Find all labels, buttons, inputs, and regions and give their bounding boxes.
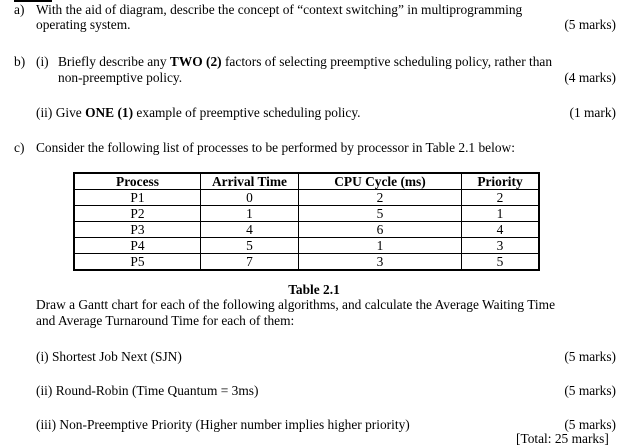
question-b-part2: (ii) Give ONE (1) example of preemptive scheduling policy.	[36, 105, 361, 120]
question-b-label: b)	[14, 54, 26, 69]
question-b-part1-line2: non-preemptive policy.	[58, 70, 183, 85]
table-row	[74, 238, 539, 254]
table-cell: 6	[299, 222, 462, 238]
question-c-item-sjn-marks: (5 marks)	[564, 349, 616, 364]
table-header-cell: CPU Cycle (ms)	[299, 173, 462, 190]
table-row	[74, 222, 539, 238]
question-c-instruction-line1: Draw a Gantt chart for each of the following algorithms, and calculate the Average Waiting Time	[36, 297, 556, 312]
table-cell: P2	[74, 206, 201, 222]
question-c-instruction-line2: and Average Turnaround Time for each of them:	[36, 313, 295, 328]
process-table	[73, 172, 540, 271]
question-c-intro: Consider the following list of processes to be performed by processor in Table 2.1 below:	[36, 140, 515, 155]
table-caption: Table 2.1	[288, 282, 340, 297]
table-cell: P4	[74, 238, 201, 254]
table-header-row	[74, 173, 539, 190]
question-b-part2-marks: (1 mark)	[569, 105, 616, 120]
question-a-marks: (5 marks)	[564, 17, 616, 32]
table-cell: 5	[462, 254, 540, 271]
question-c-item-rr: (ii) Round-Robin (Time Quantum = 3ms)	[36, 383, 259, 398]
question-b-part1-line1: Briefly describe any TWO (2) factors of selecting preemptive scheduling policy, rather than	[58, 54, 553, 69]
table-cell: 5	[201, 238, 299, 254]
table-row	[74, 254, 539, 271]
table-cell: 1	[201, 206, 299, 222]
table-row	[74, 206, 539, 222]
table-header-cell: Process	[74, 173, 201, 190]
table-header-cell: Priority	[462, 173, 540, 190]
table-cell: 0	[201, 190, 299, 206]
table-cell: 7	[201, 254, 299, 271]
table-header-cell: Arrival Time	[201, 173, 299, 190]
question-b-part1-label: (i)	[36, 54, 49, 69]
question-a-line2: operating system.	[36, 17, 131, 32]
table-cell: 5	[299, 206, 462, 222]
question-a-label: a)	[14, 2, 25, 17]
table-cell: 4	[462, 222, 540, 238]
table-cell: 2	[299, 190, 462, 206]
table-cell: P3	[74, 222, 201, 238]
table-cell: 3	[462, 238, 540, 254]
table-row	[74, 190, 539, 206]
total-marks-clip	[516, 431, 616, 446]
table-cell: 1	[299, 238, 462, 254]
table-cell: 4	[201, 222, 299, 238]
question-b-part1-marks: (4 marks)	[564, 70, 616, 85]
question-c-item-priority: (iii) Non-Preemptive Priority (Higher number implies higher priority)	[36, 417, 410, 432]
table-cell: 2	[462, 190, 540, 206]
question-c-item-sjn: (i) Shortest Job Next (SJN)	[36, 349, 182, 364]
question-c-item-rr-marks: (5 marks)	[564, 383, 616, 398]
question-c-item-priority-marks: (5 marks)	[564, 417, 616, 432]
question-c-label: c)	[14, 140, 25, 155]
table-cell: 1	[462, 206, 540, 222]
table-cell: P1	[74, 190, 201, 206]
table-cell: 3	[299, 254, 462, 271]
total-marks: [Total: 25 marks]	[516, 431, 609, 446]
table-cell: P5	[74, 254, 201, 271]
question-a-line1: With the aid of diagram, describe the concept of “context switching” in multiprogramming	[36, 2, 523, 17]
